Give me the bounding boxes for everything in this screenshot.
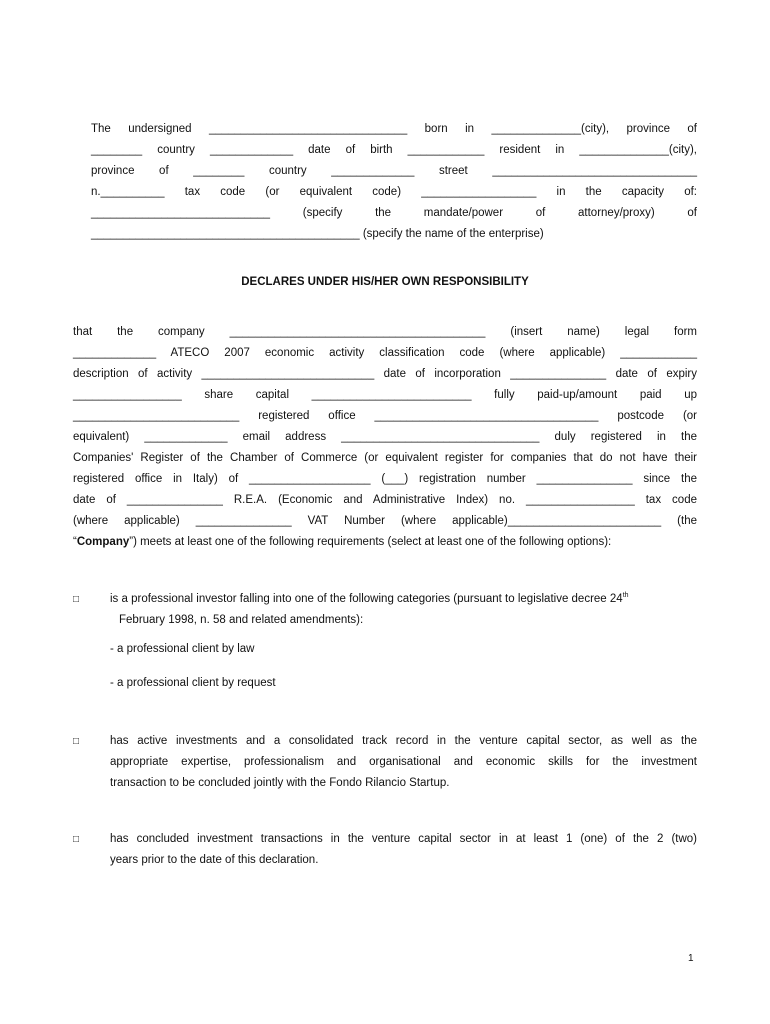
company-line-11: [73, 535, 611, 549]
page-number: 1: [688, 953, 694, 964]
intro-line-5: ____________________________ (specify the mandate/power of attorney/proxy) of: [91, 207, 697, 219]
intro-line-6: __________________________________________ (specify the name of the enterprise): [91, 228, 544, 240]
company-line-5: __________________________ registered office ___________________________________ postcode (or: [73, 410, 697, 422]
option-1-sub-1: - a professional client by law: [110, 643, 255, 655]
company-line-8: registered office in Italy) of ___________________ (___) registration number _______________ since the: [73, 473, 697, 485]
option-3-line-2: years prior to the date of this declaration.: [110, 854, 319, 866]
company-requirements-text: ”) meets at least one of the following requirements (select at least one of the following options):: [129, 536, 612, 548]
company-line-6: equivalent) _____________ email address _______________________________ duly registered in the: [73, 431, 697, 443]
declaration-heading: DECLARES UNDER HIS/HER OWN RESPONSIBILITY: [241, 276, 529, 288]
option-3-checkbox[interactable]: □: [73, 834, 80, 845]
intro-line-1: The undersigned _______________________________ born in ______________(city), province of: [91, 123, 697, 135]
option-3-line-1: has concluded investment transactions in the venture capital sector in at least 1 (one) of the 2 (two): [110, 833, 697, 845]
option-1-text: is a professional investor falling into one of the following categories (pursuant to legislative decree 24: [110, 593, 623, 605]
company-line-10: (where applicable) _______________ VAT Number (where applicable)________________________ (the: [73, 515, 697, 527]
option-1-line-1: [110, 592, 629, 606]
intro-line-3: province of ________ country _____________ street ________________________________: [91, 165, 697, 177]
option-2-line-2: appropriate expertise, professionalism and organisational and economic skills for the investment: [110, 756, 697, 768]
intro-line-2: ________ country _____________ date of birth ____________ resident in ______________(city),: [91, 144, 697, 156]
option-1-superscript: th: [622, 592, 629, 600]
company-defined-term: Company: [76, 536, 130, 548]
company-line-9: date of _______________ R.E.A. (Economic and Administrative Index) no. _________________ tax code: [73, 494, 697, 506]
option-2-checkbox[interactable]: □: [73, 736, 80, 747]
company-line-2: _____________ ATECO 2007 economic activity classification code (where applicable) ____________: [73, 347, 697, 359]
option-2-line-1: has active investments and a consolidated track record in the venture capital sector, as well as the: [110, 735, 697, 747]
company-line-4: _________________ share capital _________________________ fully paid-up/amount paid up: [73, 389, 697, 401]
company-line-3: description of activity ___________________________ date of incorporation _______________ date of expiry: [73, 368, 697, 380]
intro-line-4: n.__________ tax code (or equivalent code) __________________ in the capacity of:: [91, 186, 697, 198]
company-open-quote: “: [73, 536, 77, 548]
option-2-line-3: transaction to be concluded jointly with the Fondo Rilancio Startup.: [110, 777, 450, 789]
option-1-checkbox[interactable]: □: [73, 594, 80, 605]
option-1-sub-2: - a professional client by request: [110, 677, 276, 689]
company-line-7: Companies' Register of the Chamber of Commerce (or equivalent register for companies that do not have their: [73, 452, 697, 464]
option-1-line-2: February 1998, n. 58 and related amendments):: [119, 614, 364, 626]
company-line-1: that the company ________________________________________ (insert name) legal form: [73, 326, 697, 338]
